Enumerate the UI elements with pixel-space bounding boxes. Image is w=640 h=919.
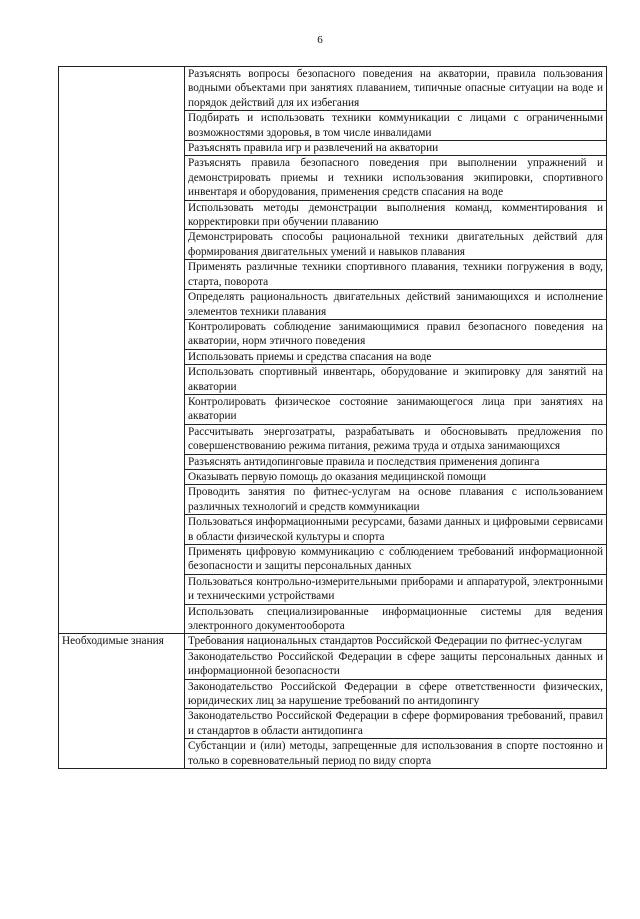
requirements-table (58, 66, 607, 769)
requirement-text: Контролировать соблюдение занимающимися правил безопасного поведения на акватории, норм этичного поведения (185, 319, 607, 349)
requirement-text: Пользоваться контрольно-измерительными приборами и аппаратурой, электронными и техническими устройствами (185, 574, 607, 604)
requirement-text: Применять цифровую коммуникацию с соблюдением требований информационной безопасности и защиты персональных данных (185, 545, 607, 575)
table-row (59, 67, 607, 111)
requirement-text: Законодательство Российской Федерации в сфере формирования требований, правил и стандартов в области антидопинга (185, 709, 607, 739)
page-number: 6 (317, 34, 323, 46)
requirement-text: Законодательство Российской Федерации в сфере ответственности физических, юридических лиц за нарушение требований по антидопингу (185, 679, 607, 709)
requirement-text: Демонстрировать способы рациональной техники двигательных действий для формирования двигательных умений и навыков плавания (185, 230, 607, 260)
requirement-text: Определять рациональность двигательных действий занимающихся и исполнение элементов техники плавания (185, 290, 607, 320)
requirement-text: Проводить занятия по фитнес-услугам на основе плавания с использованием различных технологий и средств коммуникации (185, 485, 607, 515)
requirement-text: Разъяснять антидопинговые правила и последствия применения допинга (185, 454, 607, 469)
requirement-text: Использовать спортивный инвентарь, оборудование и экипировку для занятий на акватории (185, 365, 607, 395)
requirement-text: Использовать специализированные информационные системы для ведения электронного документооборота (185, 604, 607, 634)
requirement-text: Подбирать и использовать техники коммуникации с лицами с ограниченными возможностями здоровья, в том числе инвалидами (185, 111, 607, 141)
requirement-text: Рассчитывать энергозатраты, разрабатывать и обосновывать предложения по совершенствованию режима питания, режима труда и отдыха занимающихся (185, 424, 607, 454)
table-row (59, 634, 607, 649)
requirement-text: Использовать методы демонстрации выполнения команд, комментирования и корректировки при обучении плаванию (185, 200, 607, 230)
requirement-text: Контролировать физическое состояние занимающегося лица при занятиях на акватории (185, 394, 607, 424)
requirement-text: Разъяснять правила игр и развлечений на акватории (185, 141, 607, 156)
section-label: Необходимые знания (59, 634, 185, 769)
requirement-text: Требования национальных стандартов Российской Федерации по фитнес-услугам (185, 634, 607, 649)
requirement-text: Использовать приемы и средства спасания на воде (185, 349, 607, 364)
requirement-text: Разъяснять правила безопасного поведения при выполнении упражнений и демонстрировать приемы и техники использования экипировки, спортивного инвентаря и оборудования, применения средств спасания на воде (185, 156, 607, 200)
requirement-text: Применять различные техники спортивного плавания, техники погружения в воду, старта, поворота (185, 260, 607, 290)
requirements-table-body (59, 67, 607, 769)
requirement-text: Пользоваться информационными ресурсами, базами данных и цифровыми сервисами в области физической культуры и спорта (185, 515, 607, 545)
requirement-text: Разъяснять вопросы безопасного поведения на акватории, правила пользования водными объектами при занятиях плаванием, типичные опасные ситуации на воде и порядок действий для их избегания (185, 67, 607, 111)
requirement-text: Законодательство Российской Федерации в сфере защиты персональных данных и информационной безопасности (185, 649, 607, 679)
requirement-text: Субстанции и (или) методы, запрещенные для использования в спорте постоянно и только в соревновательный период по виду спорта (185, 739, 607, 769)
section-label (59, 67, 185, 634)
requirement-text: Оказывать первую помощь до оказания медицинской помощи (185, 469, 607, 484)
